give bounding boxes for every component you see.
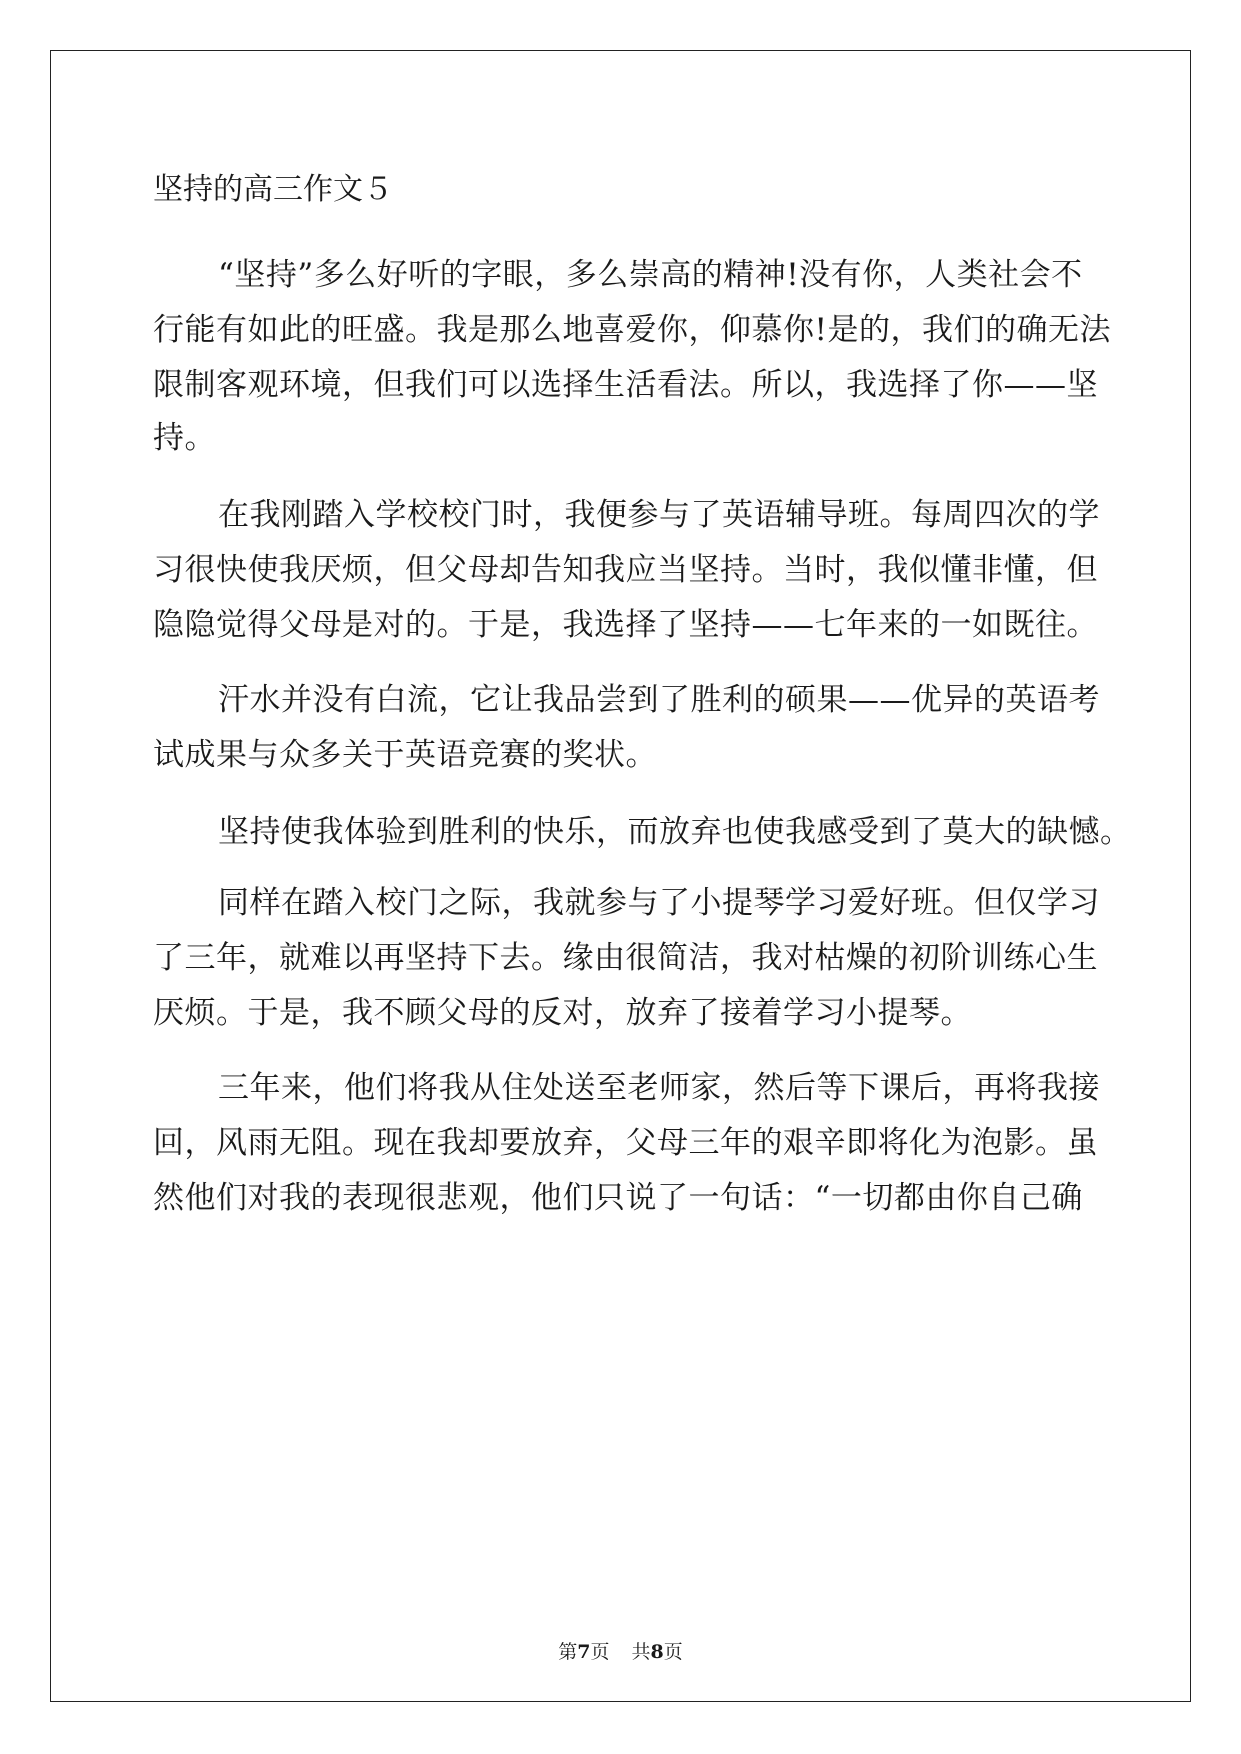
document-title: 坚持的高三作文５: [153, 172, 393, 207]
paragraph-line: 坚持使我体验到胜利的快乐，而放弃也使我感受到了莫大的缺憾。: [218, 814, 1132, 850]
page-prefix: 第: [558, 1641, 578, 1663]
page-suffix: 页: [590, 1641, 610, 1663]
paragraph-line: 了三年，就难以再坚持下去。缘由很简洁，我对枯燥的初阶训练心生: [153, 940, 1098, 976]
paragraph-line: 三年来，他们将我从住处送至老师家，然后等下课后，再将我接: [218, 1070, 1100, 1106]
paragraph-line: 回，风雨无阻。现在我却要放弃，父母三年的艰辛即将化为泡影。虽: [153, 1125, 1098, 1161]
total-page-number: 8: [650, 1641, 664, 1663]
page-footer: [0, 1640, 1241, 1664]
paragraph-line: 隐隐觉得父母是对的。于是，我选择了坚持——七年来的一如既往。: [153, 607, 1098, 643]
total-suffix: 页: [663, 1641, 683, 1663]
paragraph-line: 行能有如此的旺盛。我是那么地喜爱你，仰慕你!是的，我们的确无法: [153, 312, 1111, 348]
current-page-number: 7: [577, 1641, 591, 1663]
total-prefix: 共: [631, 1641, 651, 1663]
paragraph-line: 厌烦。于是，我不顾父母的反对，放弃了接着学习小提琴。: [153, 995, 972, 1031]
page-border: [50, 50, 1191, 1702]
paragraph-line: 持。: [153, 420, 216, 456]
paragraph-line: 然他们对我的表现很悲观，他们只说了一句话：“一切都由你自己确: [153, 1180, 1083, 1216]
paragraph-line: 限制客观环境，但我们可以选择生活看法。所以，我选择了你——坚: [153, 367, 1098, 403]
paragraph-line: 试成果与众多关于英语竞赛的奖状。: [153, 737, 657, 773]
paragraph-line: “坚持”多么好听的字眼，多么崇高的精神!没有你，人类社会不: [218, 257, 1083, 293]
paragraph-line: 同样在踏入校门之际，我就参与了小提琴学习爱好班。但仅学习: [218, 885, 1100, 921]
paragraph-line: 汗水并没有白流，它让我品尝到了胜利的硕果——优异的英语考: [218, 682, 1100, 718]
paragraph-line: 习很快使我厌烦，但父母却告知我应当坚持。当时，我似懂非懂，但: [153, 552, 1098, 588]
paragraph-line: 在我刚踏入学校校门时，我便参与了英语辅导班。每周四次的学: [218, 497, 1100, 533]
